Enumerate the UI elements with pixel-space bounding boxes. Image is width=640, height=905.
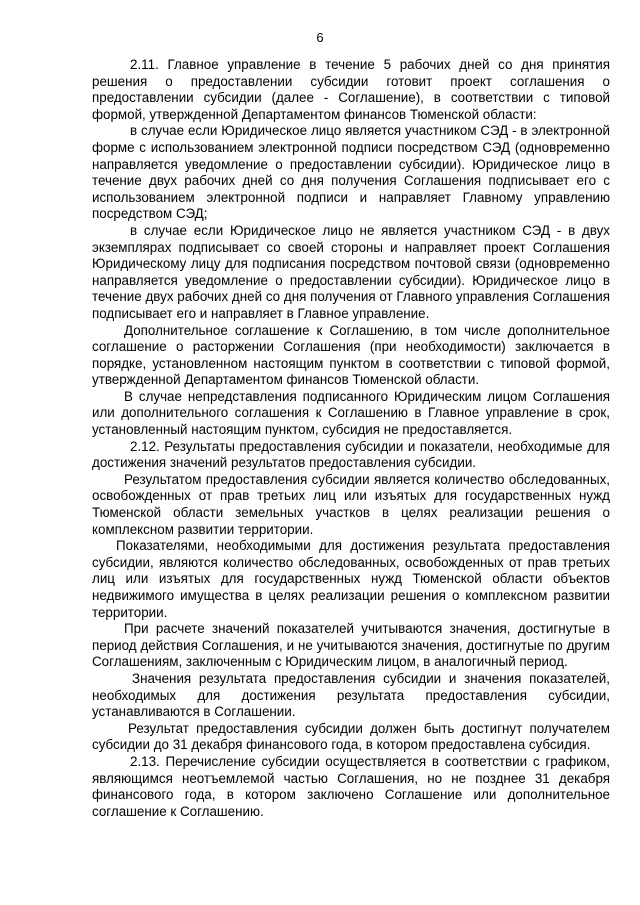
paragraph-calculation: При расчете значений показателей учитываются значения, достигнутые в период действия Соглашения, и не учитываются значения, достигнутые по другим Соглашениям, заключенным с Юридическим лицом, в аналогичный период. xyxy=(92,621,610,670)
paragraph-2-13: 2.13. Перечисление субсидии осуществляется в соответствии с графиком, являющимся неотъемлемой частью Соглашения, но не позднее 31 декабря финансового года, в котором заключено Соглашение или дополнительное соглашение к Соглашению. xyxy=(92,753,610,819)
paragraph-2-12: 2.12. Результаты предоставления субсидии и показатели, необходимые для достижения значений результатов предоставления субсидии. xyxy=(92,438,610,471)
paragraph-indicators: Показателями, необходимыми для достижения результата предоставления субсидии, являются количество обследованных, освобожденных от прав третьих лиц или изъятых для государственных нужд Тюменской области объектов недвижимого имущества в целях реализации решения о комплексном развитии территории. xyxy=(92,538,610,620)
document-body xyxy=(92,57,610,820)
paragraph-sed-non-participant: в случае если Юридическое лицо не является участником СЭД - в двух экземплярах подписывает со своей стороны и направляет проект Соглашения Юридическому лицу для подписания посредством почтовой связи (одновременно направляется уведомление о предоставлении субсидии). Юридическое лицо в течение двух рабочих дней со дня получения от Главного управления Соглашения подписывает его и направляет в Главное управление. xyxy=(92,222,610,321)
paragraph-non-submission: В случае непредставления подписанного Юридическим лицом Соглашения или дополнительного соглашения к Соглашению в Главное управление в срок, установленный настоящим пунктом, субсидия не предоставляется. xyxy=(92,388,610,438)
paragraph-values: Значения результата предоставления субсидии и значения показателей, необходимых для достижения результата предоставления субсидии, устанавливаются в Соглашении. xyxy=(92,670,610,720)
paragraph-sed-participant: в случае если Юридическое лицо является участником СЭД - в электронной форме с использованием электронной подписи посредством СЭД (одновременно направляется уведомление о предоставлении субсидии). Юридическое лицо в течение двух рабочих дней со дня получения Соглашения подписывает его с использованием электронной подписи и направляет Главному управлению посредством СЭД; xyxy=(92,123,610,222)
paragraph-deadline: Результат предоставления субсидии должен быть достигнут получателем субсидии до 31 декабря финансового года, в котором предоставлена субсидия. xyxy=(92,720,610,753)
page-number: 6 xyxy=(316,30,324,45)
paragraph-2-11: 2.11. Главное управление в течение 5 рабочих дней со дня принятия решения о предоставлении субсидии готовит проект соглашения о предоставлении субсидии (далее - Соглашение), в соответствии с типовой формой, утвержденной Департаментом финансов Тюменской области: xyxy=(92,57,610,122)
paragraph-result: Результатом предоставления субсидии является количество обследованных, освобожденных от прав третьих лиц или изъятых для государственных нужд Тюменской области земельных участков в целях реализации решения о комплексном развитии территории. xyxy=(92,471,610,537)
paragraph-additional-agreement: Дополнительное соглашение к Соглашению, в том числе дополнительное соглашение о расторжении Соглашения (при необходимости) заключается в порядке, установленном настоящим пунктом в соответствии с типовой формой, утвержденной Департаментом финансов Тюменской области. xyxy=(92,322,610,388)
